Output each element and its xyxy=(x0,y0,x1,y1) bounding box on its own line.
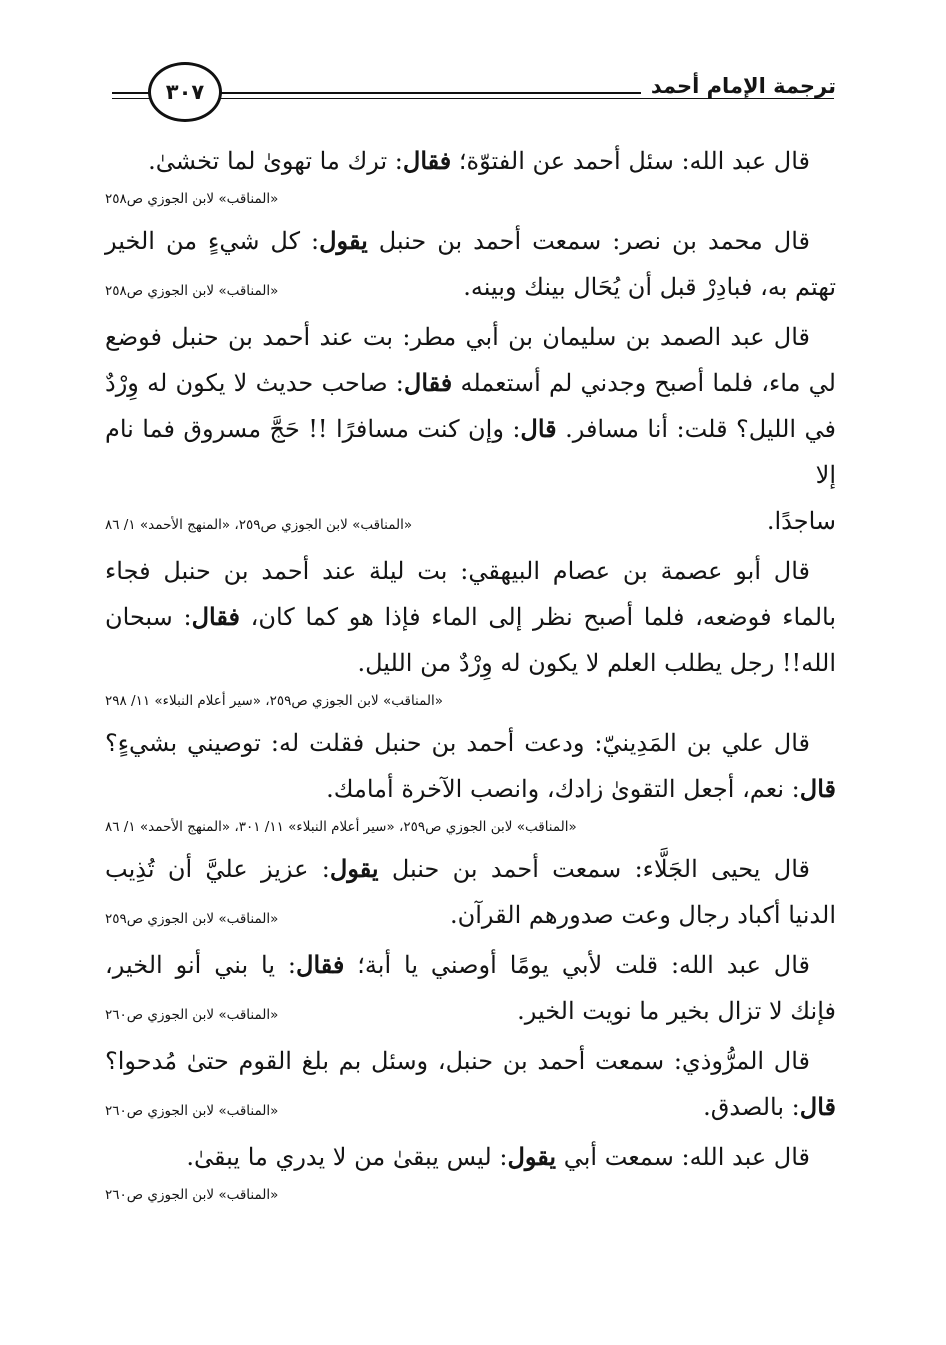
text-line xyxy=(105,766,836,812)
text-run: فإنك لا تزال بخير ما نويت الخير. xyxy=(517,997,836,1025)
header-rule-left-thin xyxy=(112,98,152,99)
text-run: قال عبد الله: سئل أحمد عن الفتوّة؛ xyxy=(451,147,810,175)
text-run: قال عبد الله: سمعت أبي xyxy=(556,1143,810,1171)
narration-entry xyxy=(105,218,836,310)
citation: «المناقب» لابن الجوزي ص٢٦٠ xyxy=(105,1103,279,1119)
text-line xyxy=(105,942,836,988)
text-line xyxy=(105,360,836,406)
text-run: في الليل؟ قلت: أنا مسافر. xyxy=(556,415,836,443)
text-run: : وإن كنت مسافرًا !! حَجَّ مسروق فما نام إلا xyxy=(105,415,836,489)
keyword-bold: يقول xyxy=(319,226,368,255)
citation: «المناقب» لابن الجوزي ص٢٥٩ xyxy=(105,911,279,927)
text-line xyxy=(105,548,836,594)
keyword-bold: فقال xyxy=(402,146,452,175)
text-run: : ترك ما تهوىٰ لما تخشىٰ. xyxy=(148,147,403,175)
narration-entry xyxy=(105,846,836,938)
text-run: الله!! رجل يطلب العلم لا يكون له وِرْدٌ من الليل. xyxy=(357,649,836,677)
text-run: : كل شيءٍ من الخير xyxy=(105,227,320,255)
keyword-bold: يقول xyxy=(329,854,379,883)
keyword-bold: فقال xyxy=(296,950,345,979)
text-run: الدنيا أكباد رجال وعت صدورهم القرآن. xyxy=(449,901,836,929)
text-line xyxy=(105,314,836,360)
text-run: : ليس يبقىٰ من لا يدري ما يبقىٰ. xyxy=(186,1143,508,1171)
text-line xyxy=(105,594,836,640)
keyword-bold: قال xyxy=(520,414,557,443)
citation: «المناقب» لابن الجوزي ص٢٥٨ xyxy=(105,283,279,299)
text-run: تهتم به، فبادِرْ قبل أن يُحَال بينك وبينه. xyxy=(463,273,836,301)
narration-entry xyxy=(105,548,836,716)
citation: «المناقب» لابن الجوزي ص٢٥٩، «سير أعلام النبلاء» ١١/ ٢٩٨ xyxy=(105,693,444,709)
text-run: : صاحب حديث لا يكون له وِرْدٌ xyxy=(105,369,404,397)
text-run: قال عبد الله: قلت لأبي يومًا أوصني يا أبة؛ xyxy=(344,951,811,979)
text-run: لي ماء، فلما أصبح وجدني لم أستعمله xyxy=(452,369,836,397)
text-run: قال يحيى الجَلَّاء: سمعت أحمد بن حنبل xyxy=(378,855,811,883)
text-line xyxy=(105,1134,836,1180)
text-run: قال أبو عصمة بن عصام البيهقي: بت ليلة عند أحمد بن حنبل فجاء xyxy=(105,557,810,585)
text-run: : سبحان xyxy=(105,603,192,631)
text-line xyxy=(105,640,836,686)
keyword-bold: فقال xyxy=(403,368,453,397)
last-line-row xyxy=(105,988,836,1034)
text-line xyxy=(517,988,836,1034)
text-run: : نعم، أجعل التقوىٰ زادك، وانصب الآخرة أمامك. xyxy=(326,775,800,803)
keyword-bold: قال xyxy=(799,774,836,803)
narration-entry xyxy=(105,314,836,544)
text-line xyxy=(105,846,836,892)
text-run: : بالصدق. xyxy=(703,1093,800,1121)
citation: «المناقب» لابن الجوزي ص٢٦٠ xyxy=(105,1007,279,1023)
text-run: قال محمد بن نصر: سمعت أحمد بن حنبل xyxy=(367,227,810,255)
narration-entry xyxy=(105,138,836,214)
last-line-row xyxy=(105,498,836,544)
last-line-row xyxy=(105,892,836,938)
text-line xyxy=(450,892,836,938)
citation: «المناقب» لابن الجوزي ص٢٥٨ xyxy=(105,191,279,207)
text-run: : عزيز عليَّ أن تُذِيب xyxy=(105,855,330,883)
keyword-bold: فقال xyxy=(191,602,240,631)
text-run: قال المرُّوذي: سمعت أحمد بن حنبل، وسئل بم بلغ القوم حتىٰ مُدحوا؟ xyxy=(105,1047,810,1075)
text-line xyxy=(105,720,836,766)
last-line-row xyxy=(105,264,836,310)
narration-entry xyxy=(105,1038,836,1130)
header-rule-left xyxy=(112,92,152,94)
last-line-row xyxy=(105,1084,836,1130)
text-line xyxy=(767,498,836,544)
narration-entry xyxy=(105,720,836,842)
keyword-bold: يقول xyxy=(507,1142,557,1171)
text-run: : يا بني أنو الخير، xyxy=(105,951,297,979)
header-rule-thin xyxy=(210,98,834,99)
text-line xyxy=(703,1084,836,1130)
narration-entry xyxy=(105,942,836,1034)
text-line xyxy=(105,406,836,498)
running-title: ترجمة الإمام أحمد xyxy=(641,74,836,98)
text-run: قال عبد الصمد بن سليمان بن أبي مطر: بت عند أحمد بن حنبل فوضع xyxy=(105,323,810,351)
citation: «المناقب» لابن الجوزي ص٢٥٩، «المنهج الأحمد» ١/ ٨٦ xyxy=(105,517,413,533)
text-line xyxy=(463,264,836,310)
page-number: ٣٠٧ xyxy=(148,62,222,122)
text-run: بالماء فوضعه، فلما أصبح نظر إلى الماء فإذا هو كما كان، xyxy=(239,603,836,631)
keyword-bold: قال xyxy=(799,1092,836,1121)
text-run: ساجدًا. xyxy=(766,507,836,535)
citation: «المناقب» لابن الجوزي ص٢٦٠ xyxy=(105,1187,279,1203)
text-line xyxy=(105,218,836,264)
citation: «المناقب» لابن الجوزي ص٢٥٩، «سير أعلام النبلاء» ١١/ ٣٠١، «المنهج الأحمد» ١/ ٨٦ xyxy=(105,819,577,835)
text-line xyxy=(105,138,836,184)
body-text xyxy=(105,138,836,1214)
text-line xyxy=(105,1038,836,1084)
text-run: قال علي بن المَدِينيّ: ودعت أحمد بن حنبل فقلت له: توصيني بشيءٍ؟ xyxy=(105,729,810,757)
narration-entry xyxy=(105,1134,836,1210)
